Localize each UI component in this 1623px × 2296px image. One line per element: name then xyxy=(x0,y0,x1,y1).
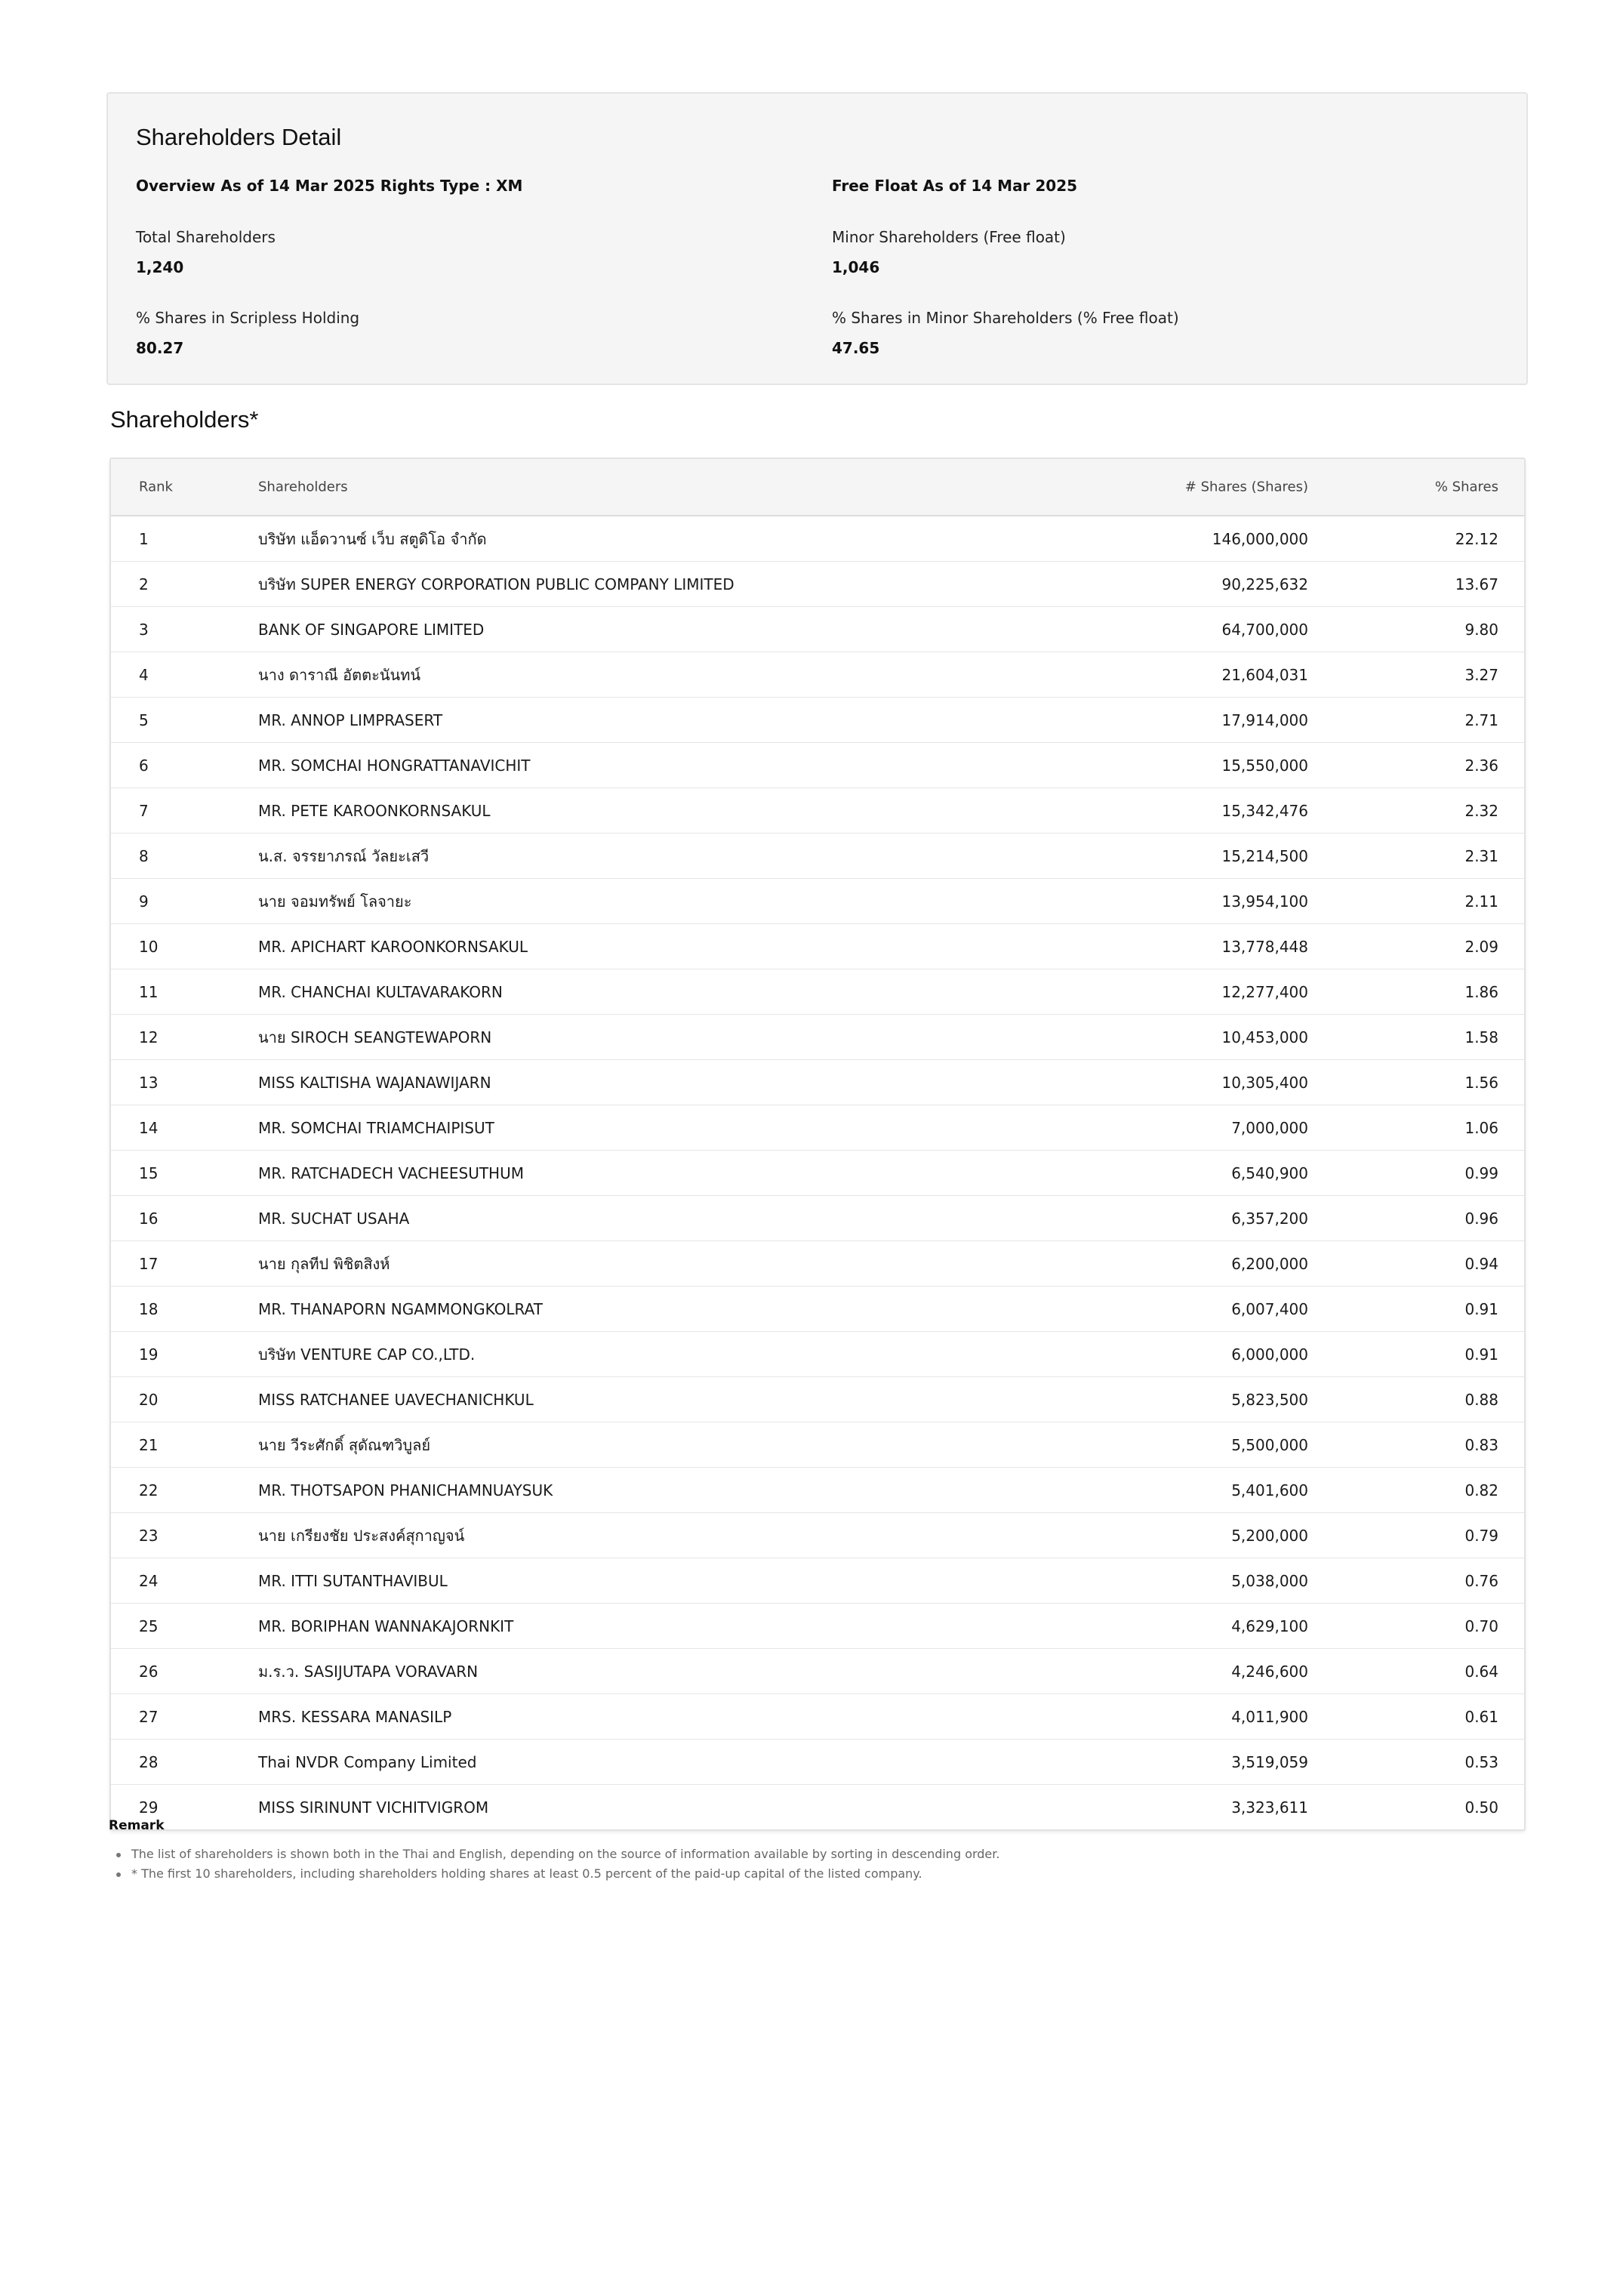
rank-cell: 14 xyxy=(139,1118,159,1137)
shares-cell: 146,000,000 xyxy=(1212,529,1308,548)
table-header xyxy=(111,459,1524,516)
pct-cell: 0.94 xyxy=(1464,1254,1498,1273)
shares-cell: 3,323,611 xyxy=(1231,1798,1308,1817)
table-row xyxy=(111,1558,1524,1604)
shareholder-name-cell: ม.ร.ว. SASIJUTAPA VORAVARN xyxy=(258,1662,479,1681)
shares-cell: 13,778,448 xyxy=(1221,937,1308,956)
pct-cell: 0.96 xyxy=(1464,1209,1498,1228)
minor-shareholders-label: Minor Shareholders (Free float) xyxy=(832,228,1066,246)
shares-cell: 6,357,200 xyxy=(1231,1209,1308,1228)
pct-cell: 1.56 xyxy=(1464,1073,1498,1092)
minor-pct-label: % Shares in Minor Shareholders (% Free float) xyxy=(832,309,1179,327)
pct-cell: 0.79 xyxy=(1464,1526,1498,1545)
shares-cell: 13,954,100 xyxy=(1221,892,1308,911)
shareholder-name-cell: น.ส. จรรยาภรณ์ วัลยะเสวี xyxy=(258,846,430,865)
shareholder-name-cell: MR. THANAPORN NGAMMONGKOLRAT xyxy=(258,1299,543,1318)
shareholder-name-cell: บริษัท SUPER ENERGY CORPORATION PUBLIC COMPANY LIMITED xyxy=(258,575,735,593)
rank-cell: 26 xyxy=(139,1662,159,1681)
rank-cell: 27 xyxy=(139,1707,159,1726)
rank-cell: 29 xyxy=(139,1798,159,1817)
pct-cell: 0.83 xyxy=(1464,1435,1498,1454)
shares-cell: 6,000,000 xyxy=(1231,1345,1308,1364)
rank-cell: 10 xyxy=(139,937,159,956)
rank-cell: 13 xyxy=(139,1073,159,1092)
shares-cell: 15,214,500 xyxy=(1221,846,1308,865)
pct-cell: 2.31 xyxy=(1464,846,1498,865)
column-header-shares: # Shares (Shares) xyxy=(1184,479,1308,495)
overview-column xyxy=(136,177,522,360)
table-row xyxy=(111,879,1524,924)
table-row xyxy=(111,1785,1524,1829)
minor-pct-value: 47.65 xyxy=(832,339,880,357)
shareholder-name-cell: นาง ดาราณี อัตตะนันทน์ xyxy=(258,665,421,684)
shares-cell: 15,342,476 xyxy=(1221,801,1308,820)
pct-cell: 2.36 xyxy=(1464,756,1498,775)
rank-cell: 5 xyxy=(139,710,149,729)
table-row xyxy=(111,698,1524,743)
detail-title: Shareholders Detail xyxy=(136,124,342,150)
rank-cell: 22 xyxy=(139,1481,159,1499)
shareholder-name-cell: นาย จอมทรัพย์ โลจายะ xyxy=(258,892,412,911)
pct-cell: 9.80 xyxy=(1464,620,1498,639)
pct-cell: 3.27 xyxy=(1464,665,1498,684)
pct-cell: 0.99 xyxy=(1464,1163,1498,1182)
table-row xyxy=(111,1287,1524,1332)
table-row xyxy=(111,1060,1524,1105)
shares-cell: 64,700,000 xyxy=(1221,620,1308,639)
rank-cell: 28 xyxy=(139,1752,159,1771)
rank-cell: 2 xyxy=(139,575,149,593)
column-header-pct: % Shares xyxy=(1434,479,1498,495)
overview-heading: Overview As of 14 Mar 2025 Rights Type : XM xyxy=(136,177,523,195)
shareholder-name-cell: BANK OF SINGAPORE LIMITED xyxy=(258,620,485,639)
rank-cell: 16 xyxy=(139,1209,159,1228)
table-row xyxy=(111,1196,1524,1241)
shareholder-name-cell: MR. CHANCHAI KULTAVARAKORN xyxy=(258,982,503,1001)
shareholders-title: Shareholders* xyxy=(110,406,259,433)
table-row xyxy=(111,1105,1524,1151)
shareholder-name-cell: MR. SOMCHAI TRIAMCHAIPISUT xyxy=(258,1118,494,1137)
shareholder-name-cell: นาย เกรียงชัย ประสงค์สุกาญจน์ xyxy=(258,1526,465,1545)
pct-cell: 22.12 xyxy=(1455,529,1498,548)
shares-cell: 4,629,100 xyxy=(1231,1616,1308,1635)
table-row xyxy=(111,743,1524,788)
table-row xyxy=(111,1422,1524,1468)
rank-cell: 11 xyxy=(139,982,159,1001)
shares-cell: 4,246,600 xyxy=(1231,1662,1308,1681)
pct-cell: 0.91 xyxy=(1464,1345,1498,1364)
pct-cell: 2.11 xyxy=(1464,892,1498,911)
table-row xyxy=(111,1468,1524,1513)
shareholder-name-cell: MR. SOMCHAI HONGRATTANAVICHIT xyxy=(258,756,531,775)
total-shareholders-value: 1,240 xyxy=(136,258,184,276)
pct-cell: 1.86 xyxy=(1464,982,1498,1001)
table-row xyxy=(111,1151,1524,1196)
shares-cell: 5,823,500 xyxy=(1231,1390,1308,1409)
shareholder-name-cell: นาย วีระศักดิ์ สุดัณฑวิบูลย์ xyxy=(258,1435,431,1454)
shareholder-name-cell: MRS. KESSARA MANASILP xyxy=(258,1707,452,1726)
table-row xyxy=(111,1694,1524,1740)
table-row xyxy=(111,1740,1524,1785)
shareholder-name-cell: MR. PETE KAROONKORNSAKUL xyxy=(258,801,491,820)
rank-cell: 12 xyxy=(139,1028,159,1046)
rank-cell: 21 xyxy=(139,1435,159,1454)
remark-item: * The first 10 shareholders, including shareholders holding shares at least 0.5 percent of the paid-up capital of the listed company. xyxy=(109,1866,999,1886)
table-row xyxy=(111,1513,1524,1558)
table-row xyxy=(111,1332,1524,1377)
shares-cell: 10,453,000 xyxy=(1221,1028,1308,1046)
total-shareholders-label: Total Shareholders xyxy=(136,228,276,246)
remark-title: Remark xyxy=(109,1818,165,1833)
pct-cell: 0.91 xyxy=(1464,1299,1498,1318)
shareholder-name-cell: MR. APICHART KAROONKORNSAKUL xyxy=(258,937,528,956)
pct-cell: 0.64 xyxy=(1464,1662,1498,1681)
rank-cell: 1 xyxy=(139,529,149,548)
freefloat-column xyxy=(832,177,1179,360)
pct-cell: 0.50 xyxy=(1464,1798,1498,1817)
shareholder-name-cell: บริษัท VENTURE CAP CO.,LTD. xyxy=(258,1345,476,1364)
scripless-label: % Shares in Scripless Holding xyxy=(136,309,360,327)
rank-cell: 20 xyxy=(139,1390,159,1409)
shareholders-table xyxy=(109,458,1526,1831)
shareholder-name-cell: Thai NVDR Company Limited xyxy=(258,1752,477,1771)
pct-cell: 0.61 xyxy=(1464,1707,1498,1726)
shareholder-name-cell: MR. ANNOP LIMPRASERT xyxy=(258,710,443,729)
pct-cell: 1.06 xyxy=(1464,1118,1498,1137)
shareholder-name-cell: MR. RATCHADECH VACHEESUTHUM xyxy=(258,1163,524,1182)
shares-cell: 5,401,600 xyxy=(1231,1481,1308,1499)
table-row xyxy=(111,1377,1524,1422)
table-row xyxy=(111,1241,1524,1287)
shares-cell: 6,200,000 xyxy=(1231,1254,1308,1273)
pct-cell: 0.76 xyxy=(1464,1571,1498,1590)
pct-cell: 2.71 xyxy=(1464,710,1498,729)
rank-cell: 7 xyxy=(139,801,149,820)
table-row xyxy=(111,1015,1524,1060)
table-row xyxy=(111,969,1524,1015)
table-row xyxy=(111,652,1524,698)
pct-cell: 2.32 xyxy=(1464,801,1498,820)
shareholder-name-cell: นาย SIROCH SEANGTEWAPORN xyxy=(258,1028,492,1046)
pct-cell: 0.82 xyxy=(1464,1481,1498,1499)
shares-cell: 5,500,000 xyxy=(1231,1435,1308,1454)
rank-cell: 23 xyxy=(139,1526,159,1545)
pct-cell: 2.09 xyxy=(1464,937,1498,956)
shares-cell: 5,200,000 xyxy=(1231,1526,1308,1545)
shares-cell: 21,604,031 xyxy=(1221,665,1308,684)
table-row xyxy=(111,562,1524,607)
table-row xyxy=(111,924,1524,969)
shareholder-name-cell: MISS SIRINUNT VICHITVIGROM xyxy=(258,1798,489,1817)
pct-cell: 0.53 xyxy=(1464,1752,1498,1771)
shareholder-name-cell: MISS KALTISHA WAJANAWIJARN xyxy=(258,1073,491,1092)
shareholders-detail-card xyxy=(106,92,1528,385)
pct-cell: 1.58 xyxy=(1464,1028,1498,1046)
scripless-value: 80.27 xyxy=(136,339,184,357)
minor-shareholders-value: 1,046 xyxy=(832,258,880,276)
table-row xyxy=(111,516,1524,562)
table-row xyxy=(111,834,1524,879)
shares-cell: 90,225,632 xyxy=(1221,575,1308,593)
shares-cell: 3,519,059 xyxy=(1231,1752,1308,1771)
shareholder-name-cell: บริษัท แอ็ดวานซ์ เว็บ สตูดิโอ จำกัด xyxy=(258,529,487,548)
table-body xyxy=(111,516,1524,1829)
rank-cell: 6 xyxy=(139,756,149,775)
shares-cell: 4,011,900 xyxy=(1231,1707,1308,1726)
shareholder-name-cell: MR. SUCHAT USAHA xyxy=(258,1209,410,1228)
rank-cell: 17 xyxy=(139,1254,159,1273)
rank-cell: 25 xyxy=(139,1616,159,1635)
column-header-rank: Rank xyxy=(139,479,173,495)
shares-cell: 15,550,000 xyxy=(1221,756,1308,775)
shareholder-name-cell: นาย กุลทีป พิชิตสิงห์ xyxy=(258,1254,390,1273)
table-row xyxy=(111,788,1524,834)
rank-cell: 15 xyxy=(139,1163,159,1182)
rank-cell: 19 xyxy=(139,1345,159,1364)
shareholder-name-cell: MR. THOTSAPON PHANICHAMNUAYSUK xyxy=(258,1481,553,1499)
pct-cell: 0.70 xyxy=(1464,1616,1498,1635)
shareholder-name-cell: MISS RATCHANEE UAVECHANICHKUL xyxy=(258,1390,534,1409)
pct-cell: 13.67 xyxy=(1455,575,1498,593)
shares-cell: 5,038,000 xyxy=(1231,1571,1308,1590)
shares-cell: 6,540,900 xyxy=(1231,1163,1308,1182)
freefloat-heading: Free Float As of 14 Mar 2025 xyxy=(832,177,1078,195)
table-row xyxy=(111,607,1524,652)
table-row xyxy=(111,1604,1524,1649)
rank-cell: 24 xyxy=(139,1571,159,1590)
shares-cell: 12,277,400 xyxy=(1221,982,1308,1001)
shareholder-name-cell: MR. BORIPHAN WANNAKAJORNKIT xyxy=(258,1616,514,1635)
shares-cell: 10,305,400 xyxy=(1221,1073,1308,1092)
rank-cell: 18 xyxy=(139,1299,159,1318)
shareholder-name-cell: MR. ITTI SUTANTHAVIBUL xyxy=(258,1571,448,1590)
column-header-shareholders: Shareholders xyxy=(258,479,348,495)
rank-cell: 8 xyxy=(139,846,149,865)
shares-cell: 7,000,000 xyxy=(1231,1118,1308,1137)
remark-list xyxy=(109,1847,999,1886)
rank-cell: 3 xyxy=(139,620,149,639)
shares-cell: 17,914,000 xyxy=(1221,710,1308,729)
pct-cell: 0.88 xyxy=(1464,1390,1498,1409)
rank-cell: 4 xyxy=(139,665,149,684)
shares-cell: 6,007,400 xyxy=(1231,1299,1308,1318)
remark-item: The list of shareholders is shown both in the Thai and English, depending on the source of information available by sorting in descending order. xyxy=(109,1847,999,1866)
rank-cell: 9 xyxy=(139,892,149,911)
table-row xyxy=(111,1649,1524,1694)
